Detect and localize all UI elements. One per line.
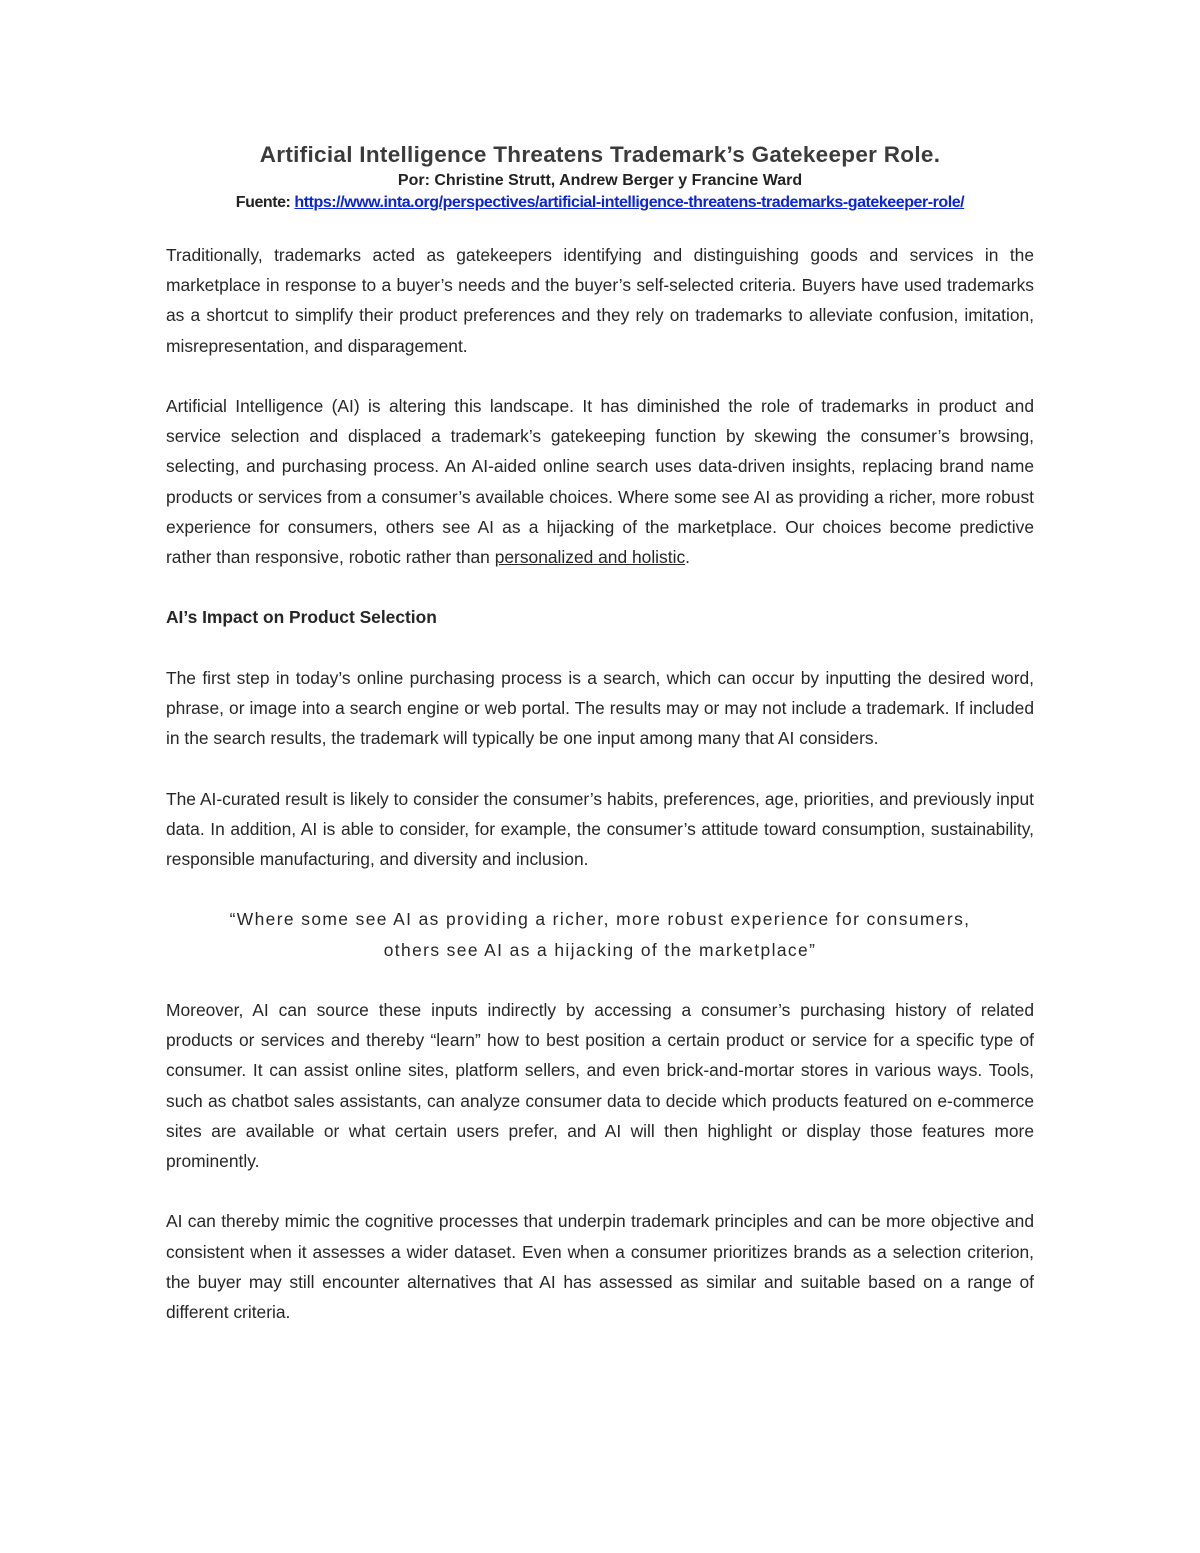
paragraph-5: Moreover, AI can source these inputs indirectly by accessing a consumer’s purchasing history of related products or services and thereby “learn” how to best position a certain product or service for a specific type of consumer. It can assist online sites, platform sellers, and even brick-and-mortar stores in various ways. Tools, such as chatbot sales assistants, can analyze consumer data to decide which products featured on e-commerce sites are available or what certain users prefer, and AI will then highlight or display those features more prominently. — [166, 999, 1034, 1171]
paragraph-2 — [166, 391, 1034, 572]
paragraph-1: Traditionally, trademarks acted as gatekeepers identifying and distinguishing goods and services in the marketplace in response to a buyer’s needs and the buyer’s self-selected criteria. Buyers have used trademarks as a shortcut to simplify their product preferences and they rely on trademarks to alleviate confusion, imitation, misrepresentation, and disparagement. — [166, 245, 1034, 356]
source-label: Fuente: — [235, 194, 295, 211]
source-line — [166, 192, 1034, 214]
paragraph-2-end: . — [685, 547, 690, 568]
pull-quote-line-1: “Where some see AI as providing a richer, more robust experience for consumers, — [229, 909, 971, 930]
paragraph-2-text: Artificial Intelligence (AI) is altering this landscape. It has diminished the role of trademarks in product and service selection and displaced a trademark’s gatekeeping function by skewing the consumer’s browsing, selecting, and purchasing process. An AI-aided online search uses data-driven insights, replacing brand name products or services from a consumer’s available choices. Where some see AI as providing a richer, more robust experience for consumers, others see AI as a hijacking of the marketplace. Our choices become predictive rather than responsive, robotic rather than — [166, 396, 1034, 568]
section-heading: AI’s Impact on Product Selection — [166, 607, 437, 628]
pull-quote-line-2: others see AI as a hijacking of the marketplace” — [383, 939, 817, 960]
underlined-phrase: personalized and holistic — [494, 547, 686, 568]
byline: Por: Christine Strutt, Andrew Berger y Francine Ward — [397, 172, 803, 189]
source-link[interactable]: https://www.inta.org/perspectives/artificial-intelligence-threatens-trademarks-gatekeeper-role/ — [294, 194, 965, 211]
paragraph-6: AI can thereby mimic the cognitive processes that underpin trademark principles and can be more objective and consistent when it assesses a wider dataset. Even when a consumer prioritizes brands as a selection criterion, the buyer may still encounter alternatives that AI has assessed as similar and suitable based on a range of different criteria. — [166, 1211, 1034, 1322]
paragraph-3: The first step in today’s online purchasing process is a search, which can occur by inputting the desired word, phrase, or image into a search engine or web portal. The results may or may not include a trademark. If included in the search results, the trademark will typically be one input among many that AI considers. — [166, 667, 1034, 749]
document-page — [166, 140, 1034, 1327]
document-title: Artificial Intelligence Threatens Trademark’s Gatekeeper Role. — [259, 142, 941, 167]
paragraph-4: The AI-curated result is likely to consider the consumer’s habits, preferences, age, priorities, and previously input data. In addition, AI is able to consider, for example, the consumer’s attitude toward consumption, sustainability, responsible manufacturing, and diversity and inclusion. — [166, 788, 1034, 869]
